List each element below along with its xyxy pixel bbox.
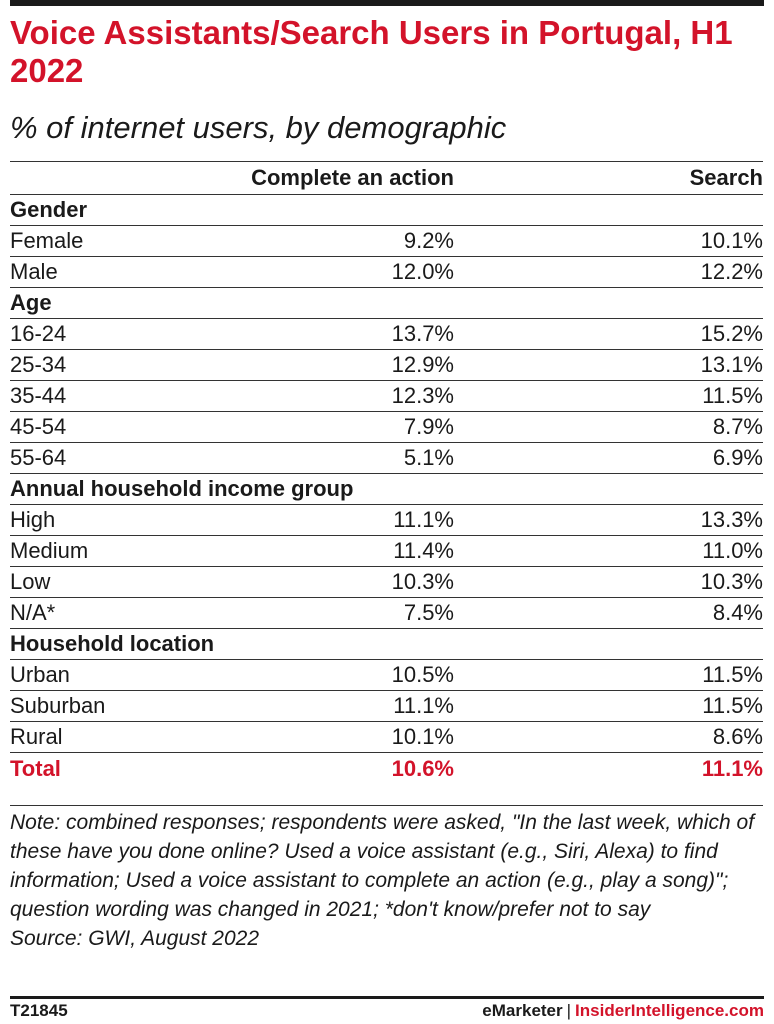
chart-id: T21845 [10,1001,68,1020]
table-row [10,257,763,288]
footer-brand [482,1001,764,1021]
value-complete-action: 10.5% [391,662,454,687]
value-search: 6.9% [712,445,763,470]
value-complete-action: 10.1% [391,724,454,749]
value-search: 11.5% [702,693,763,718]
value-complete-action: 12.0% [391,259,454,284]
row-label: Rural [10,724,63,749]
table-row [10,660,763,691]
table-bottom-rule [10,805,763,806]
table-row [10,412,763,443]
value-complete-action: 11.1% [393,693,454,718]
value-search: 11.1% [701,755,763,781]
notes [10,808,760,953]
value-search: 10.1% [700,228,763,253]
value-search: 12.2% [700,259,763,284]
row-label: Medium [10,538,89,563]
value-complete-action: 5.1% [403,445,454,470]
table-row [10,350,763,381]
category-row [10,629,763,660]
row-label: Female [10,228,84,253]
note-text: Note: combined responses; respondents were asked, "In the last week, which of these have you done online? Used a voice assistant (e.g., Siri, Alexa) to find information; Used a voice assistant to complete an action (e.g., play a song)"; question wording was changed in 2021; *don't know/prefer not to say [10,811,755,921]
table-row [10,598,763,629]
brand-insider-intelligence: InsiderIntelligence.com [575,1001,764,1020]
table-row [10,226,763,257]
row-label: Total [10,755,61,781]
row-label: 55-64 [10,445,67,470]
chart-subtitle: % of internet users, by demographic [10,110,507,145]
value-search: 8.4% [712,600,763,625]
row-label: Gender [10,197,88,222]
row-label: Household location [10,631,215,656]
total-row [10,753,763,784]
table-row [10,505,763,536]
footer-rule [10,996,764,999]
row-label: 45-54 [10,414,67,439]
brand-separator: | [566,1001,572,1020]
header-complete-action: Complete an action [251,165,454,190]
value-search: 11.0% [702,538,763,563]
category-row [10,195,763,226]
row-label: High [10,507,56,532]
value-search: 15.2% [700,321,763,346]
value-complete-action: 12.3% [391,383,454,408]
value-search: 11.5% [702,383,763,408]
table-row [10,722,763,753]
row-label: N/A* [10,600,56,625]
row-label: Urban [10,662,70,687]
row-label: 25-34 [10,352,67,377]
table-header [10,161,763,195]
row-label: Annual household income group [10,476,354,501]
table-row [10,567,763,598]
row-label: 16-24 [10,321,67,346]
value-search: 11.5% [702,662,763,687]
source-text: Source: GWI, August 2022 [10,927,260,950]
chart-title: Voice Assistants/Search Users in Portugal, H1 2022 [10,14,733,89]
row-label: Low [10,569,51,594]
brand-emarketer: eMarketer [482,1001,563,1020]
row-label: Age [10,290,52,315]
value-complete-action: 11.4% [393,538,454,563]
value-complete-action: 12.9% [391,352,454,377]
value-complete-action: 11.1% [393,507,454,532]
top-rule [10,0,764,6]
table-body [10,195,763,784]
category-row [10,288,763,319]
row-label: Male [10,259,58,284]
row-label: 35-44 [10,383,67,408]
value-search: 10.3% [700,569,763,594]
table-row [10,536,763,567]
table-row [10,691,763,722]
header-search: Search [689,165,763,190]
table-row [10,319,763,350]
data-table [10,161,763,784]
value-complete-action: 13.7% [391,321,454,346]
value-complete-action: 9.2% [403,228,454,253]
value-search: 8.7% [712,414,763,439]
value-search: 13.1% [700,352,763,377]
table-row [10,381,763,412]
value-complete-action: 10.6% [391,755,454,781]
category-row [10,474,763,505]
table-row [10,443,763,474]
value-complete-action: 7.9% [403,414,454,439]
value-search: 8.6% [712,724,763,749]
value-search: 13.3% [700,507,763,532]
value-complete-action: 10.3% [391,569,454,594]
value-complete-action: 7.5% [403,600,454,625]
row-label: Suburban [10,693,106,718]
